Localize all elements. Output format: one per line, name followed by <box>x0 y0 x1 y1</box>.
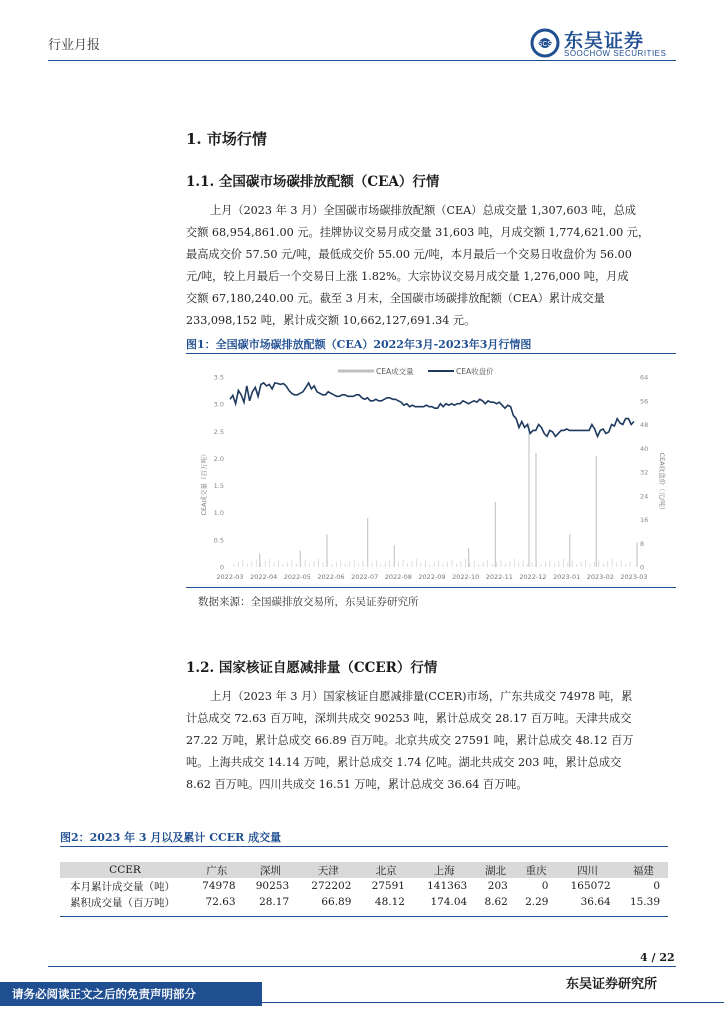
figure1-top-rule <box>186 353 676 354</box>
table-cell: 0 <box>541 880 549 892</box>
logo-mark-icon <box>530 28 560 58</box>
x-tick-label: 2022-08 <box>384 573 412 581</box>
table-header-cell: 四川 <box>556 862 618 878</box>
x-tick-label: 2022-09 <box>418 573 446 581</box>
x-tick-label: 2022-05 <box>283 573 311 581</box>
x-tick-label: 2022-03 <box>216 573 244 581</box>
left-axis-label: CEA成交量（百万吨） <box>200 450 208 516</box>
cea-line: 元/吨，较上月最后一个交易日上涨 1.82%。大宗协议交易月成交量 1,276,000 吨，月成 <box>186 270 629 283</box>
footer-divider <box>48 966 676 967</box>
table-header-cell: 北京 <box>359 862 413 878</box>
right-tick-label: 16 <box>640 516 649 524</box>
x-tick-label: 2022-07 <box>351 573 379 581</box>
table-cell: 0 <box>653 880 660 892</box>
table-cell: 36.64 <box>580 896 611 908</box>
ccer-line: 吨。上海共成交 14.14 万吨，累计总成交 1.74 亿吨。湖北共成交 203 吨，累计总成交 <box>186 756 622 769</box>
table-row <box>60 894 668 910</box>
x-tick-label: 2022-04 <box>250 573 278 581</box>
disclaimer-banner: 请务必阅读正文之后的免责声明部分 <box>0 982 262 1006</box>
x-tick-label: 2022-12 <box>519 573 547 581</box>
left-tick-label: 3.5 <box>213 373 224 382</box>
x-tick-label: 2023-01 <box>553 573 581 581</box>
footer-bottom-line <box>262 1002 724 1003</box>
x-tick-label: 2023-02 <box>586 573 614 581</box>
table-row <box>60 878 668 894</box>
section-heading-ccer: 1.2. 国家核证自愿减排量（CCER）行情 <box>186 660 438 676</box>
table-header-cell: 福建 <box>619 862 668 878</box>
figure2-top-rule <box>60 846 668 847</box>
logo-name-cn: 东吴证券 <box>564 30 645 52</box>
left-tick-label: 2.0 <box>213 454 224 463</box>
left-tick-label: 1.5 <box>213 482 224 491</box>
x-tick-label: 2022-06 <box>317 573 345 581</box>
figure1-title: 图1：全国碳市场碳排放配额（CEA）2022年3月-2023年3月行情图 <box>186 338 532 351</box>
ccer-volume-table <box>60 862 668 910</box>
section-heading-market: 1. 市场行情 <box>186 130 267 148</box>
x-tick-label: 2023-03 <box>620 573 648 581</box>
cea-line: 交额 67,180,240.00 元。截至 3 月末，全国碳市场碳排放配额（CEA）累计成交量 <box>186 292 605 305</box>
table-cell: 174.04 <box>430 896 468 908</box>
table-cell: 90253 <box>255 880 290 892</box>
table-header-cell: 湖北 <box>475 862 516 878</box>
cea-line: 交额 68,954,861.00 元。挂牌协议交易月成交量 31,603 吨，月成交额 1,774,621.00 元， <box>186 226 650 239</box>
table-cell: 15.39 <box>629 896 660 908</box>
header-divider <box>48 60 676 61</box>
logo-mark-text: SCS <box>537 41 553 48</box>
table-cell: 272202 <box>311 880 352 892</box>
section-heading-cea: 1.1. 全国碳市场碳排放配额（CEA）行情 <box>186 174 440 190</box>
table-header-cell: 上海 <box>413 862 475 878</box>
table-header-cell: CCER <box>60 862 190 878</box>
table-cell: 8.62 <box>484 896 508 908</box>
cea-line: 最高成交价 57.50 元/吨，最低成交价 55.00 元/吨，本月最后一个交易日收盘价为 56.00 <box>186 248 632 261</box>
page-number: 4 / 22 <box>640 951 675 964</box>
legend-price-label: CEA收盘价 <box>456 367 494 376</box>
left-tick-label: 2.5 <box>213 427 224 436</box>
soochow-logo <box>530 26 675 60</box>
table-cell: 本月累计成交量（吨） <box>70 880 175 893</box>
right-tick-label: 48 <box>640 421 649 429</box>
chart-legend <box>338 366 494 376</box>
cea-line: 233,098,152 吨，累计成交额 10,662,127,691.34 元。 <box>186 314 476 327</box>
right-tick-label: 32 <box>640 468 649 477</box>
cea-line: 上月（2023 年 3 月）全国碳市场碳排放配额（CEA）总成交量 1,307,603 吨，总成 <box>210 204 636 217</box>
table-cell: 27591 <box>371 880 405 892</box>
right-tick-label: 24 <box>640 492 649 501</box>
right-axis-label: CEA收盘价（元/吨） <box>658 452 666 514</box>
price-series-line <box>230 383 634 437</box>
legend-volume-label: CEA成交量 <box>376 367 414 376</box>
right-tick-label: 40 <box>640 444 649 453</box>
table-header-cell: 广东 <box>190 862 244 878</box>
table-cell: 48.12 <box>374 896 405 908</box>
table-cell: 141363 <box>427 880 468 892</box>
table-cell: 2.29 <box>525 896 549 908</box>
figure1-source: 数据来源：全国碳排放交易所，东吴证券研究所 <box>198 596 419 608</box>
table-cell: 72.63 <box>205 896 236 908</box>
right-tick-label: 56 <box>640 397 649 406</box>
ccer-paragraph <box>186 686 674 796</box>
report-category: 行业月报 <box>48 38 101 53</box>
table-cell: 28.17 <box>259 896 290 908</box>
cea-price-volume-chart <box>198 363 668 585</box>
table-header-cell: 深圳 <box>244 862 298 878</box>
ccer-line: 上月（2023 年 3 月）国家核证自愿减排量(CCER)市场，广东共成交 74978 吨，累 <box>210 690 633 703</box>
table-cell: 累积成交量（百万吨） <box>70 896 175 909</box>
x-tick-label: 2022-10 <box>452 573 480 581</box>
figure2-title: 图2：2023 年 3 月以及累计 CCER 成交量 <box>60 831 282 844</box>
table-header-row <box>60 862 668 878</box>
left-tick-label: 3.0 <box>213 400 224 409</box>
footer-firm-name: 东吴证券研究所 <box>566 977 658 992</box>
left-tick-label: 0.5 <box>213 536 224 545</box>
right-tick-label: 0 <box>640 563 645 572</box>
figure2-bottom-rule <box>60 916 668 917</box>
right-tick-label: 64 <box>640 373 649 382</box>
ccer-line: 计总成交 72.63 百万吨，深圳共成交 90253 吨，累计总成交 28.17 百万吨。天津共成交 <box>186 712 632 725</box>
cea-paragraph <box>186 200 674 332</box>
ccer-line: 27.22 万吨，累计总成交 66.89 百万吨。北京共成交 27591 吨，累计总成交 48.12 百万 <box>186 734 634 747</box>
left-tick-label: 0 <box>219 563 224 572</box>
table-cell: 74978 <box>202 880 236 892</box>
left-tick-label: 1.0 <box>213 509 224 518</box>
table-header-cell: 重庆 <box>516 862 557 878</box>
figure1-bottom-rule <box>186 587 676 588</box>
right-tick-label: 8 <box>640 539 645 548</box>
table-cell: 165072 <box>570 880 611 892</box>
x-tick-label: 2022-11 <box>485 573 513 581</box>
table-cell: 66.89 <box>321 896 352 908</box>
table-header-cell: 天津 <box>297 862 359 878</box>
ccer-line: 8.62 百万吨。四川共成交 16.51 万吨，累计总成交 36.64 百万吨。 <box>186 778 528 791</box>
table-cell: 203 <box>487 880 508 892</box>
logo-name-en: SOOCHOW SECURITIES <box>564 49 667 58</box>
